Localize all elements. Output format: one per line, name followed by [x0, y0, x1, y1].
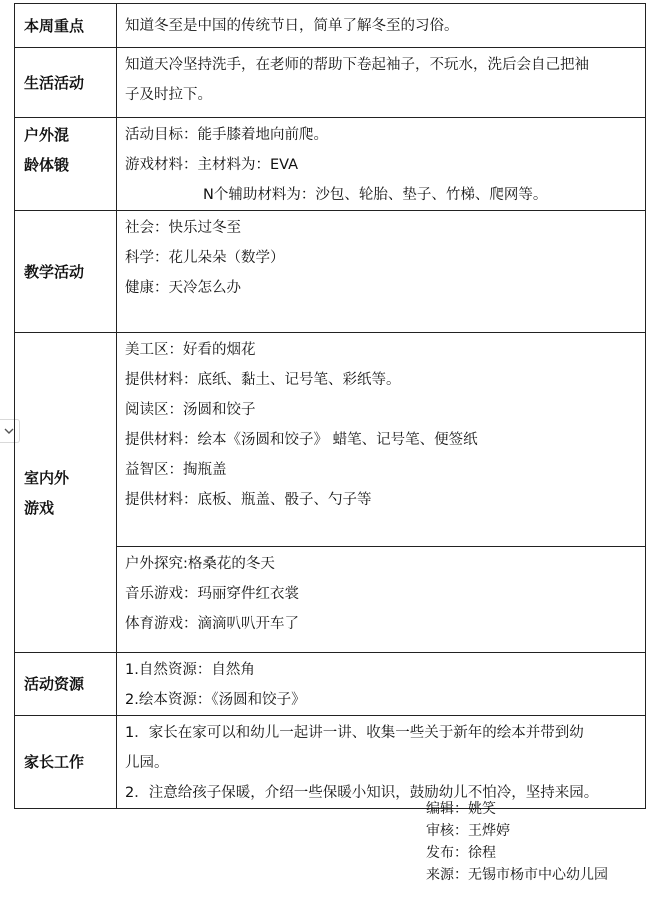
row-life-activities	[15, 48, 646, 118]
text-line: 活动目标：能手膝着地向前爬。	[125, 127, 328, 143]
label-parent-work: 家长工作	[15, 716, 117, 809]
editor-credit: 编辑：姚笑	[426, 801, 496, 817]
row-activity-resources	[15, 653, 646, 716]
weekly-plan-table	[14, 3, 646, 809]
text-line: 提供材料：绘本《汤圆和饺子》 蜡笔、记号笔、便签纸	[125, 432, 478, 448]
text-line: 子及时拉下。	[125, 87, 212, 103]
row-games-indoor	[15, 333, 646, 547]
text-line: 知道冬至是中国的传统节日，简单了解冬至的习俗。	[125, 17, 459, 34]
credits-footer	[426, 798, 608, 886]
text-line: 游戏材料：主材料为：EVA	[125, 157, 299, 173]
text-line: 科学：花儿朵朵（数学）	[125, 250, 285, 266]
text-line: 儿园。	[125, 755, 169, 771]
row-teaching-activities	[15, 211, 646, 333]
label-life-activities: 生活活动	[15, 48, 117, 118]
label-line: 龄体锻	[24, 156, 70, 174]
label-activity-resources: 活动资源	[15, 653, 117, 716]
label-games	[15, 333, 117, 653]
content-activity-resources	[117, 653, 646, 716]
content-teaching-activities	[117, 211, 646, 333]
text-line: 2．注意给孩子保暖，介绍一些保暖小知识，鼓励幼儿不怕冷，坚持来园。	[125, 785, 599, 801]
text-line: 美工区：好看的烟花	[125, 342, 256, 358]
text-line: 1．家长在家可以和幼儿一起讲一讲、收集一些关于新年的绘本并带到幼	[125, 725, 584, 741]
text-line: 音乐游戏：玛丽穿件红衣裳	[125, 586, 299, 602]
content-life-activities	[117, 48, 646, 118]
source-credit: 来源：无锡市杨市中心幼儿园	[426, 867, 608, 883]
text-line: 户外探究:格桑花的冬天	[125, 556, 275, 572]
chevron-down-icon	[4, 427, 14, 435]
content-games-indoor	[117, 333, 646, 547]
text-line: 1.自然资源：自然角	[125, 662, 255, 678]
text-line: 提供材料：底板、瓶盖、骰子、勺子等	[125, 492, 372, 508]
label-line: 游戏	[24, 498, 55, 517]
text-line: 社会：快乐过冬至	[125, 220, 241, 236]
text-line: 提供材料：底纸、黏土、记号笔、彩纸等。	[125, 372, 401, 388]
text-line: 知道天冷坚持洗手，在老师的帮助下卷起袖子，不玩水，洗后会自己把袖	[125, 57, 589, 73]
row-weekly-focus	[15, 4, 646, 48]
content-parent-work	[117, 716, 646, 809]
text-line: 2.绘本资源：《汤圆和饺子》	[125, 692, 306, 708]
text-line: 健康：天冷怎么办	[125, 280, 241, 296]
text-line: 体育游戏：滴滴叭叭开车了	[125, 616, 299, 632]
text-line: 阅读区：汤圆和饺子	[125, 402, 256, 418]
label-weekly-focus: 本周重点	[15, 4, 117, 48]
content-outdoor-exercise	[117, 118, 646, 211]
content-games-outdoor	[117, 547, 646, 653]
label-outdoor-exercise	[15, 118, 117, 211]
publisher-credit: 发布：徐程	[426, 845, 496, 861]
content-weekly-focus	[117, 4, 646, 48]
label-teaching-activities: 教学活动	[15, 211, 117, 333]
label-line: 户外混	[24, 126, 70, 144]
text-line: 益智区：掏瓶盖	[125, 462, 227, 478]
text-line: N个辅助材料为：沙包、轮胎、垫子、竹梯、爬网等。	[203, 187, 548, 203]
row-parent-work	[15, 716, 646, 809]
reviewer-credit: 审核：王烨婷	[426, 823, 510, 839]
row-outdoor-exercise	[15, 118, 646, 211]
label-line: 室内外	[24, 468, 70, 487]
